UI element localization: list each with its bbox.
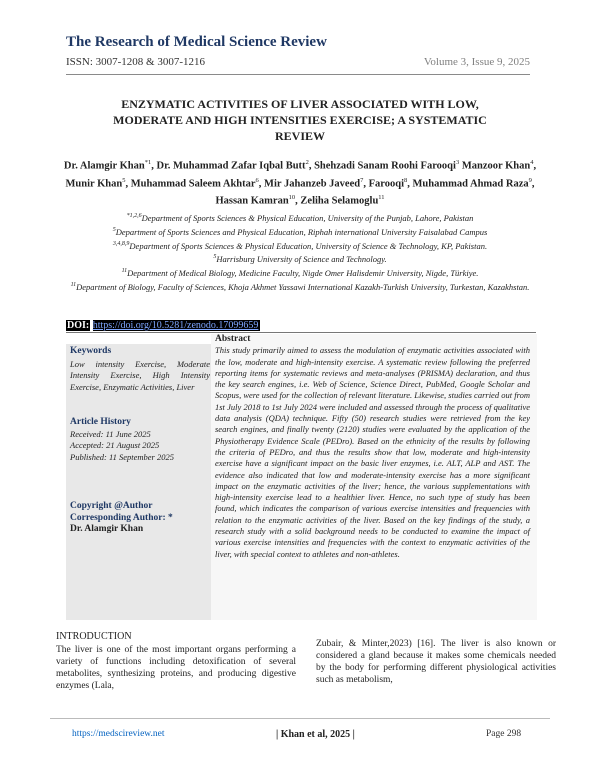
author-name: Munir Khan — [65, 178, 123, 189]
volume-issue: Volume 3, Issue 9, 2025 — [423, 56, 530, 68]
introduction-heading: INTRODUCTION — [56, 631, 132, 642]
affiliation-text: Department of Biology, Faculty of Sciences, Khoja Akhmet Yassawi International Kazakh-Turkish University, Turkestan, Kazakhstan. — [76, 281, 530, 292]
abstract — [215, 334, 530, 560]
affiliation-text: Harrisburg University of Science and Technology. — [216, 254, 387, 265]
article-info — [70, 346, 210, 536]
author-sup: 3 — [455, 159, 460, 166]
author-sup: *1 — [144, 159, 152, 166]
author-name: Muhammad Saleem Akhtar — [130, 178, 256, 189]
author-list — [60, 156, 540, 209]
doi-label: DOI: — [67, 320, 90, 331]
author-separator: , — [151, 160, 157, 172]
footer-divider — [50, 718, 550, 719]
affiliation-sup: 11 — [70, 282, 77, 289]
author-name: Dr. Alamgir Khan — [63, 160, 145, 172]
doi-link[interactable]: https://doi.org/10.5281/zenodo.17099659 — [92, 320, 259, 331]
abstract-heading: Abstract — [215, 334, 251, 344]
affiliation-sup: 3,4,8,9 — [112, 240, 130, 247]
author-name: Zeliha Selamoglu — [300, 195, 379, 207]
author-name: Mir Jahanzeb Javeed — [264, 178, 361, 189]
affiliation-sup: 11 — [121, 268, 128, 275]
author-separator: , — [363, 178, 369, 189]
accepted-date: Accepted: 21 August 2025 — [70, 440, 160, 450]
author-sup: 10 — [288, 194, 296, 201]
keywords-text: Low intensity Exercise, Moderate Intensity Exercise, High Intensity Exercise, Enzymatic Activities, Liver — [70, 358, 210, 392]
affiliation — [70, 224, 530, 238]
keywords-heading: Keywords — [70, 346, 112, 356]
affiliation-sup: 5 — [213, 254, 217, 261]
author-name: Farooqi — [368, 178, 405, 189]
author-name: Muhammad Ahmad Raza — [412, 178, 529, 189]
author-separator: , — [125, 178, 131, 189]
author-separator: , — [531, 178, 535, 189]
author-sup: 2 — [305, 159, 309, 166]
author-sup: 6 — [255, 176, 259, 184]
author-separator: , — [308, 160, 315, 172]
author-separator: , — [258, 178, 265, 189]
author-separator: , — [407, 178, 413, 189]
doi-row — [66, 319, 536, 332]
author-sup: 11 — [378, 194, 385, 201]
affiliation — [70, 238, 530, 252]
affiliation-sup: *1,2,6 — [126, 213, 142, 219]
introduction-right-column: Zubair, & Minter,2023) [16]. The liver is also known or considered a gland because it makes some chemicals needed by the body for performing different physiological activities such as metabolism, — [316, 639, 556, 685]
author-name: Hassan Kamran — [215, 195, 289, 207]
article-history-heading: Article History — [70, 417, 131, 427]
page-number: Page 298 — [486, 729, 522, 739]
author-name: Manzoor Khan — [461, 160, 531, 172]
author-sup: 5 — [122, 176, 126, 184]
corresponding-author-name: Dr. Alamgir Khan — [70, 524, 144, 534]
header-divider — [66, 74, 530, 75]
footer-citation: | Khan et al, 2025 | — [276, 729, 355, 740]
affiliation — [70, 210, 530, 224]
footer-website-link[interactable]: https://medscireview.net — [72, 729, 165, 739]
copyright-label: Copyright @Author — [70, 501, 153, 511]
affiliation — [70, 265, 530, 279]
doi-divider — [66, 332, 536, 333]
author-sup: 4 — [530, 159, 534, 166]
issn: ISSN: 3007-1208 & 3007-1216 — [66, 56, 206, 68]
published-date: Published: 11 September 2025 — [70, 451, 174, 462]
received-date: Received: 11 June 2025 — [70, 428, 151, 439]
author-separator: , — [295, 195, 301, 207]
affiliation-text: Department of Sports Sciences & Physical Education, University of the Punjab, Lahore, Pakistan — [141, 212, 474, 223]
affiliation — [70, 279, 530, 293]
affiliation-text: Department of Medical Biology, Medicine Faculty, Nigde Omer Halisdemir University, Nigde, Türkiye. — [127, 268, 479, 279]
paper-title: ENZYMATIC ACTIVITIES OF LIVER ASSOCIATED WITH LOW, MODERATE AND HIGH INTENSITIES EXERCISE; A SYSTEMATIC REVIEW — [113, 97, 487, 143]
author-sup: 7 — [360, 176, 364, 184]
author-name: Shehzadi Sanam Roohi Farooqi — [314, 160, 456, 172]
journal-title: The Research of Medical Science Review — [66, 34, 327, 50]
author-sup: 9 — [528, 176, 532, 184]
corresponding-author-label: Corresponding Author: * — [70, 512, 173, 523]
author-separator: , — [533, 160, 537, 172]
introduction-left-column: The liver is one of the most important organs performing a variety of functions including detoxification of several metabolites, synthesizing proteins, and producing digestive enzymes (Lala, — [56, 645, 296, 691]
author-sup: 8 — [404, 176, 408, 184]
abstract-text: This study primarily aimed to assess the modulation of enzymatic activities associated with the low, moderate and high-intensity exercise. A systematic review following the preferred reporting items for systematic reviews and meta-analyses (PRISMA) declaration, and thus the key search engines, i.e. Web of Science, Science Direct, PubMed, Google Scholar and Scopus, were used for the collection of relevant literature. Likewise, studies carried out from 1st July 2018 to 1st July 2024 were included and assessed through the process of qualitative data analysis (QDA) technique. Fifty (50) research studies were retrieved from the key search engines, and finally twenty (2120) studies were evaluated by the application of the Physiotherapy Evidence Scale (PEDro). Based on the ethnicity of the results by following the criteria of PEDro, and thus the results show that low, moderate and high-intensity exercise have a significant impact on the basic liver enzymes, i.e. ALT, ALP and AST. The evidence also indicated that low and moderate-intensity exercise has a more significant impact on the enzymatic activities of the liver; hence, the various supplementations with high-intensity exercise lead to a healthier liver. Hence, no such type of study has been found, which indicates the comparison of various exercise intensities and frequencies with relation to the enzymatic activities of the liver. Based on the key findings of the study, a research study with a solid background needs to be conducted to examine the impact of various exercise intensities and frequencies with the context to enzymatic activities of the liver, with special context to athletes and non-athletes. — [215, 345, 530, 559]
affiliation-sup: 5 — [112, 226, 116, 233]
affiliation — [70, 251, 530, 265]
affiliation-text: Department of Sports Sciences and Physical Education, Riphah international University Faisalabad Campus — [115, 226, 488, 237]
author-name: Dr. Muhammad Zafar Iqbal Butt — [156, 160, 306, 172]
affiliation-list — [70, 210, 530, 293]
affiliation-text: Department of Sports Sciences & Physical Education, University of Science & Technology, KP, Pakistan. — [129, 240, 488, 251]
